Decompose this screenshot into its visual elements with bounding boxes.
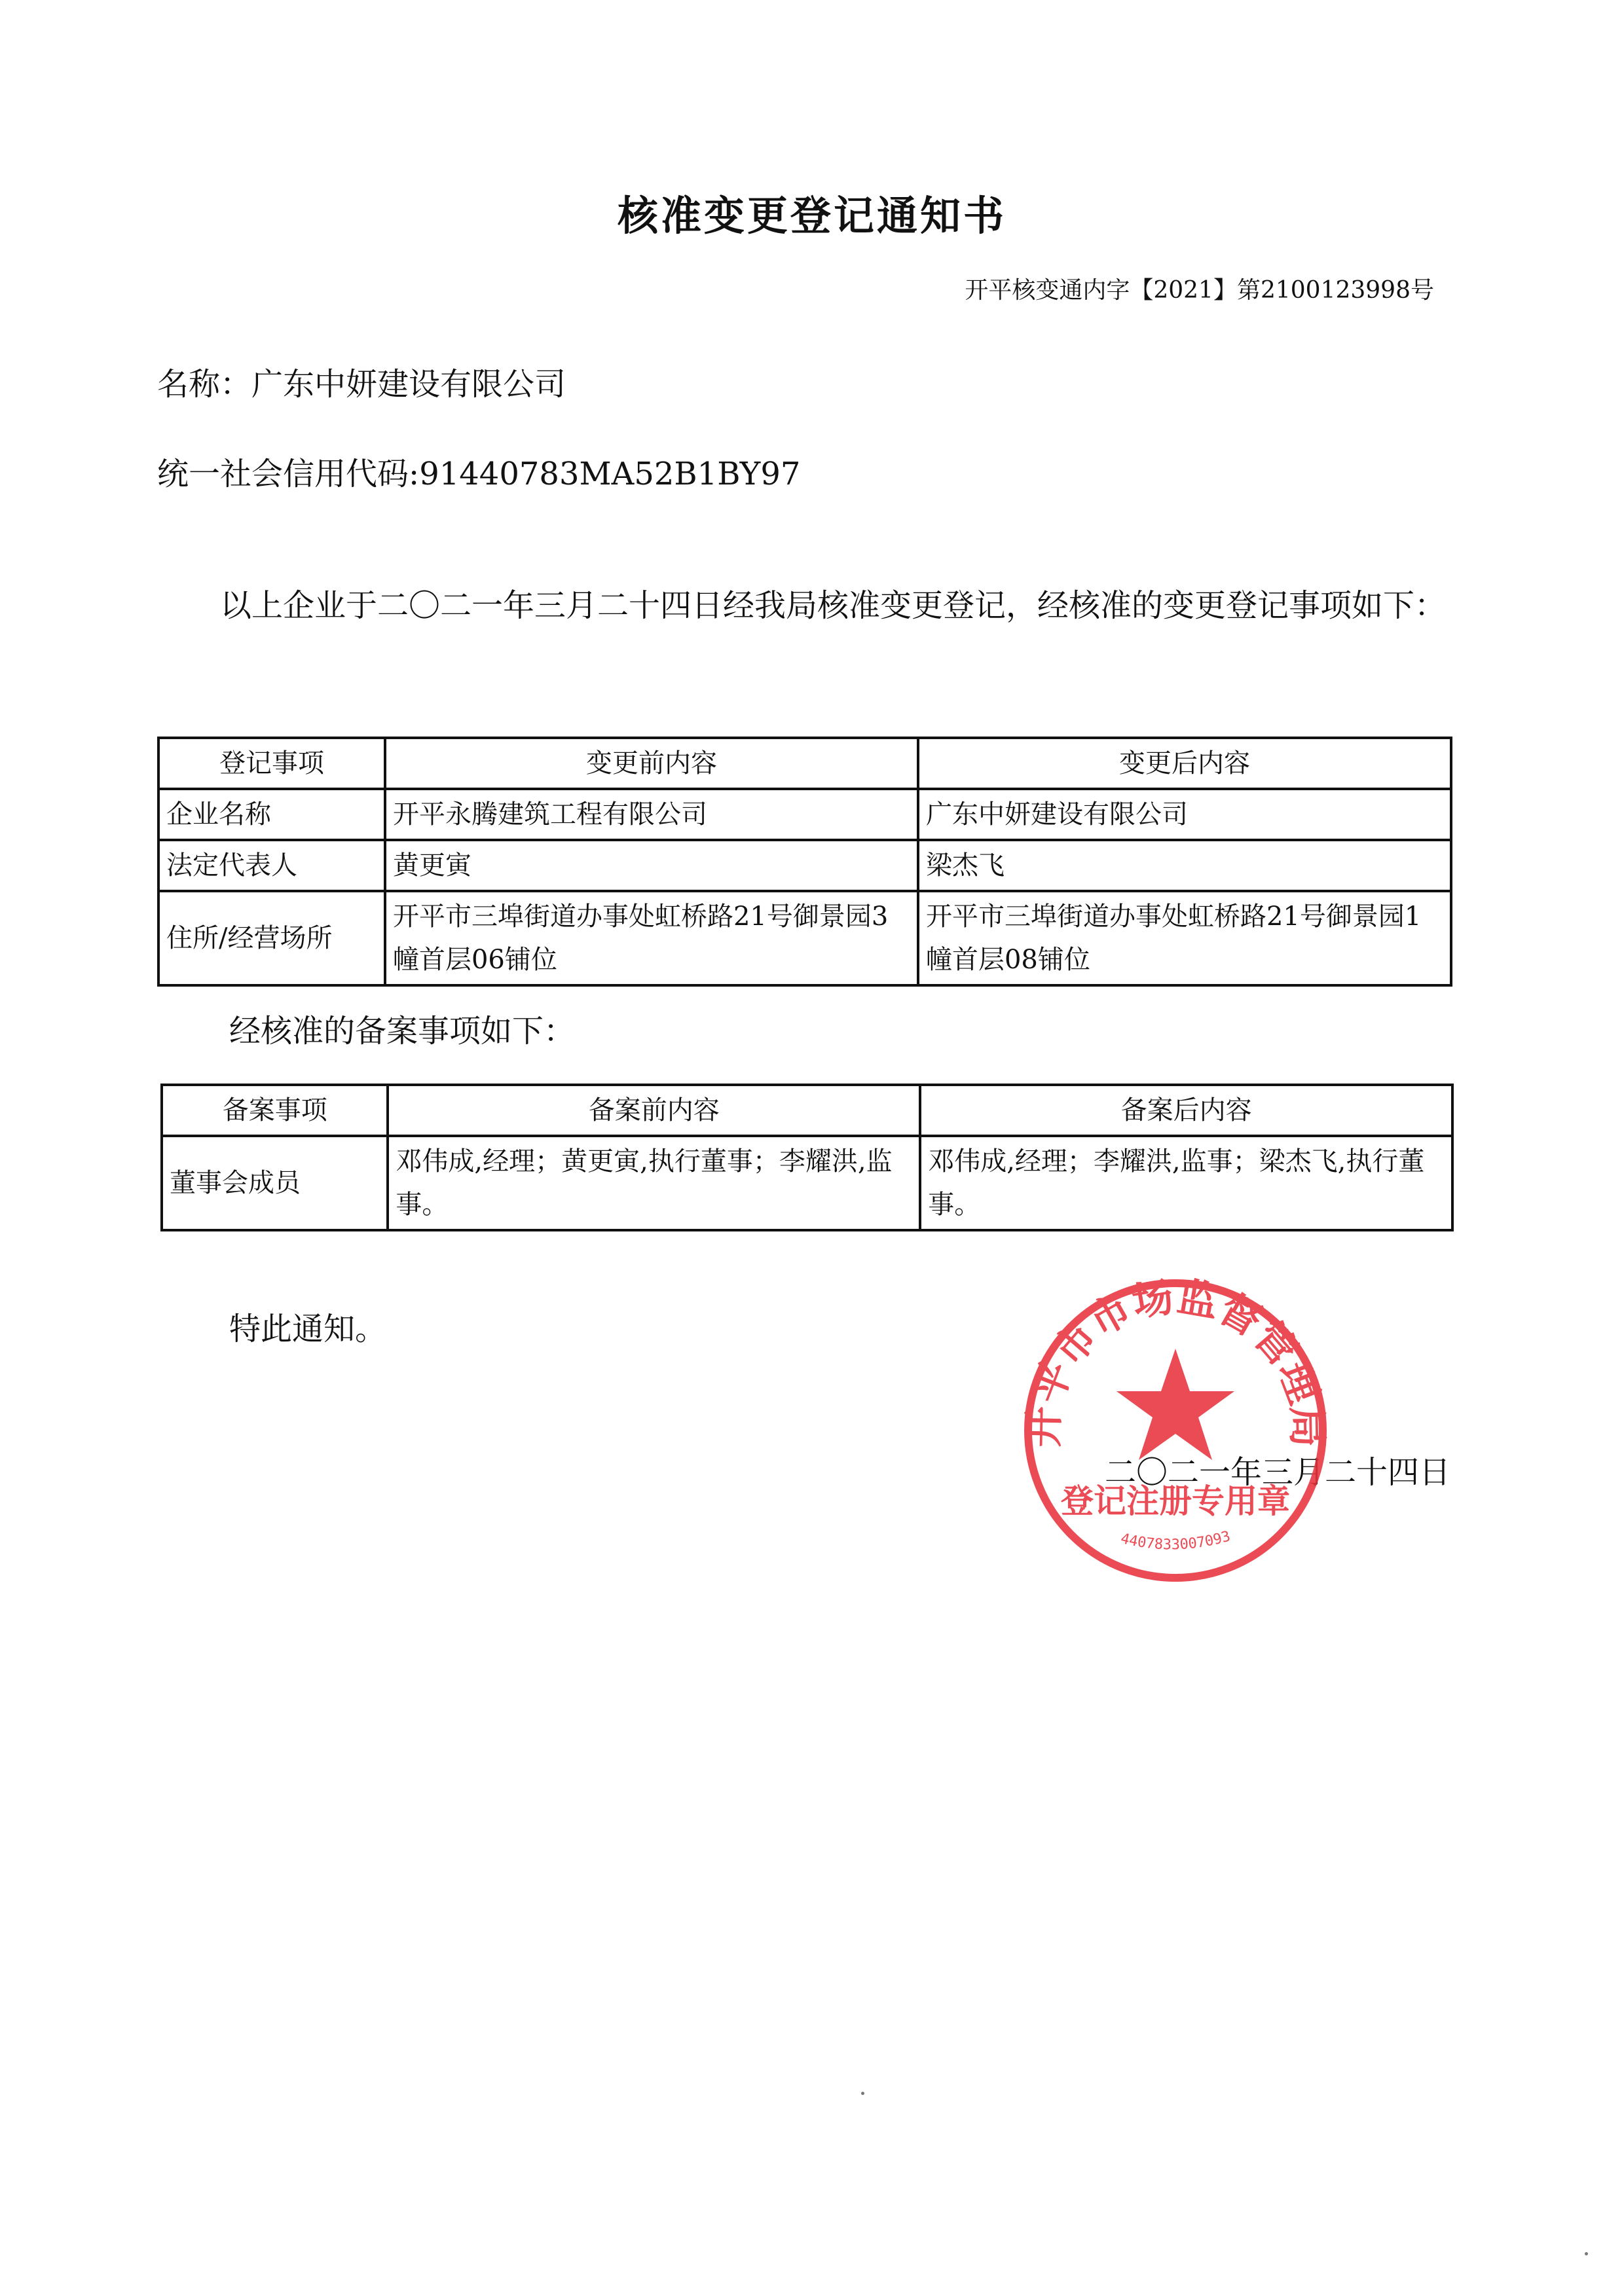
filing-table <box>160 1084 1454 1231</box>
table-cell: 企业名称 <box>158 789 385 840</box>
table-cell: 梁杰飞 <box>918 840 1451 891</box>
table-header-cell: 登记事项 <box>158 738 385 789</box>
intro-paragraph: 以上企业于二〇二一年三月二十四日经我局核准变更登记，经核准的变更登记事项如下： <box>220 587 1447 624</box>
table-header-cell: 变更后内容 <box>918 738 1451 789</box>
filing-intro: 经核准的备案事项如下： <box>229 1013 576 1049</box>
scan-speck <box>861 2092 864 2095</box>
company-name-line <box>157 359 566 404</box>
table-header-cell: 备案后内容 <box>920 1085 1452 1136</box>
official-seal-icon <box>1018 1273 1333 1588</box>
table-cell: 开平市三埠街道办事处虹桥路21号御景园3幢首层06铺位 <box>385 891 918 985</box>
table-header-cell: 备案事项 <box>162 1085 388 1136</box>
table-cell: 住所/经营场所 <box>158 891 385 985</box>
svg-text:登记注册专用章: 登记注册专用章 <box>1061 1482 1290 1520</box>
notice-text: 特此通知。 <box>229 1311 387 1347</box>
table-cell: 邓伟成,经理；李耀洪,监事；梁杰飞,执行董事。 <box>920 1136 1452 1230</box>
table-row <box>158 840 1451 891</box>
company-name-value: 广东中妍建设有限公司 <box>251 366 566 403</box>
table-header-cell: 备案前内容 <box>388 1085 920 1136</box>
table-cell: 董事会成员 <box>162 1136 388 1230</box>
table-cell: 广东中妍建设有限公司 <box>918 789 1451 840</box>
svg-text:4407833007093: 4407833007093 <box>1118 1528 1232 1554</box>
table-cell: 邓伟成,经理；黄更寅,执行董事；李耀洪,监事。 <box>388 1136 920 1230</box>
table-cell: 开平永腾建筑工程有限公司 <box>385 789 918 840</box>
table-row <box>158 891 1451 985</box>
svg-text:开平市市场监督管理局: 开平市市场监督管理局 <box>1019 1273 1332 1448</box>
company-name-label: 名称： <box>157 366 252 403</box>
scan-speck <box>1585 2252 1588 2255</box>
table-header-row <box>162 1085 1452 1136</box>
table-row <box>162 1136 1452 1230</box>
issue-date: 二〇二一年三月二十四日 <box>1104 1454 1450 1491</box>
table-cell: 开平市三埠街道办事处虹桥路21号御景园1幢首层08铺位 <box>918 891 1451 985</box>
change-registration-table <box>157 737 1452 987</box>
credit-code-line <box>157 448 800 494</box>
credit-code-value: 91440783MA52B1BY97 <box>419 456 801 492</box>
table-header-cell: 变更前内容 <box>385 738 918 789</box>
document-title: 核准变更登记通知书 <box>617 192 1006 240</box>
table-header-row <box>158 738 1451 789</box>
table-row <box>158 789 1451 840</box>
document-number: 开平核变通内字【2021】第2100123998号 <box>965 277 1434 304</box>
table-cell: 法定代表人 <box>158 840 385 891</box>
table-cell: 黄更寅 <box>385 840 918 891</box>
credit-code-label: 统一社会信用代码: <box>157 456 420 492</box>
